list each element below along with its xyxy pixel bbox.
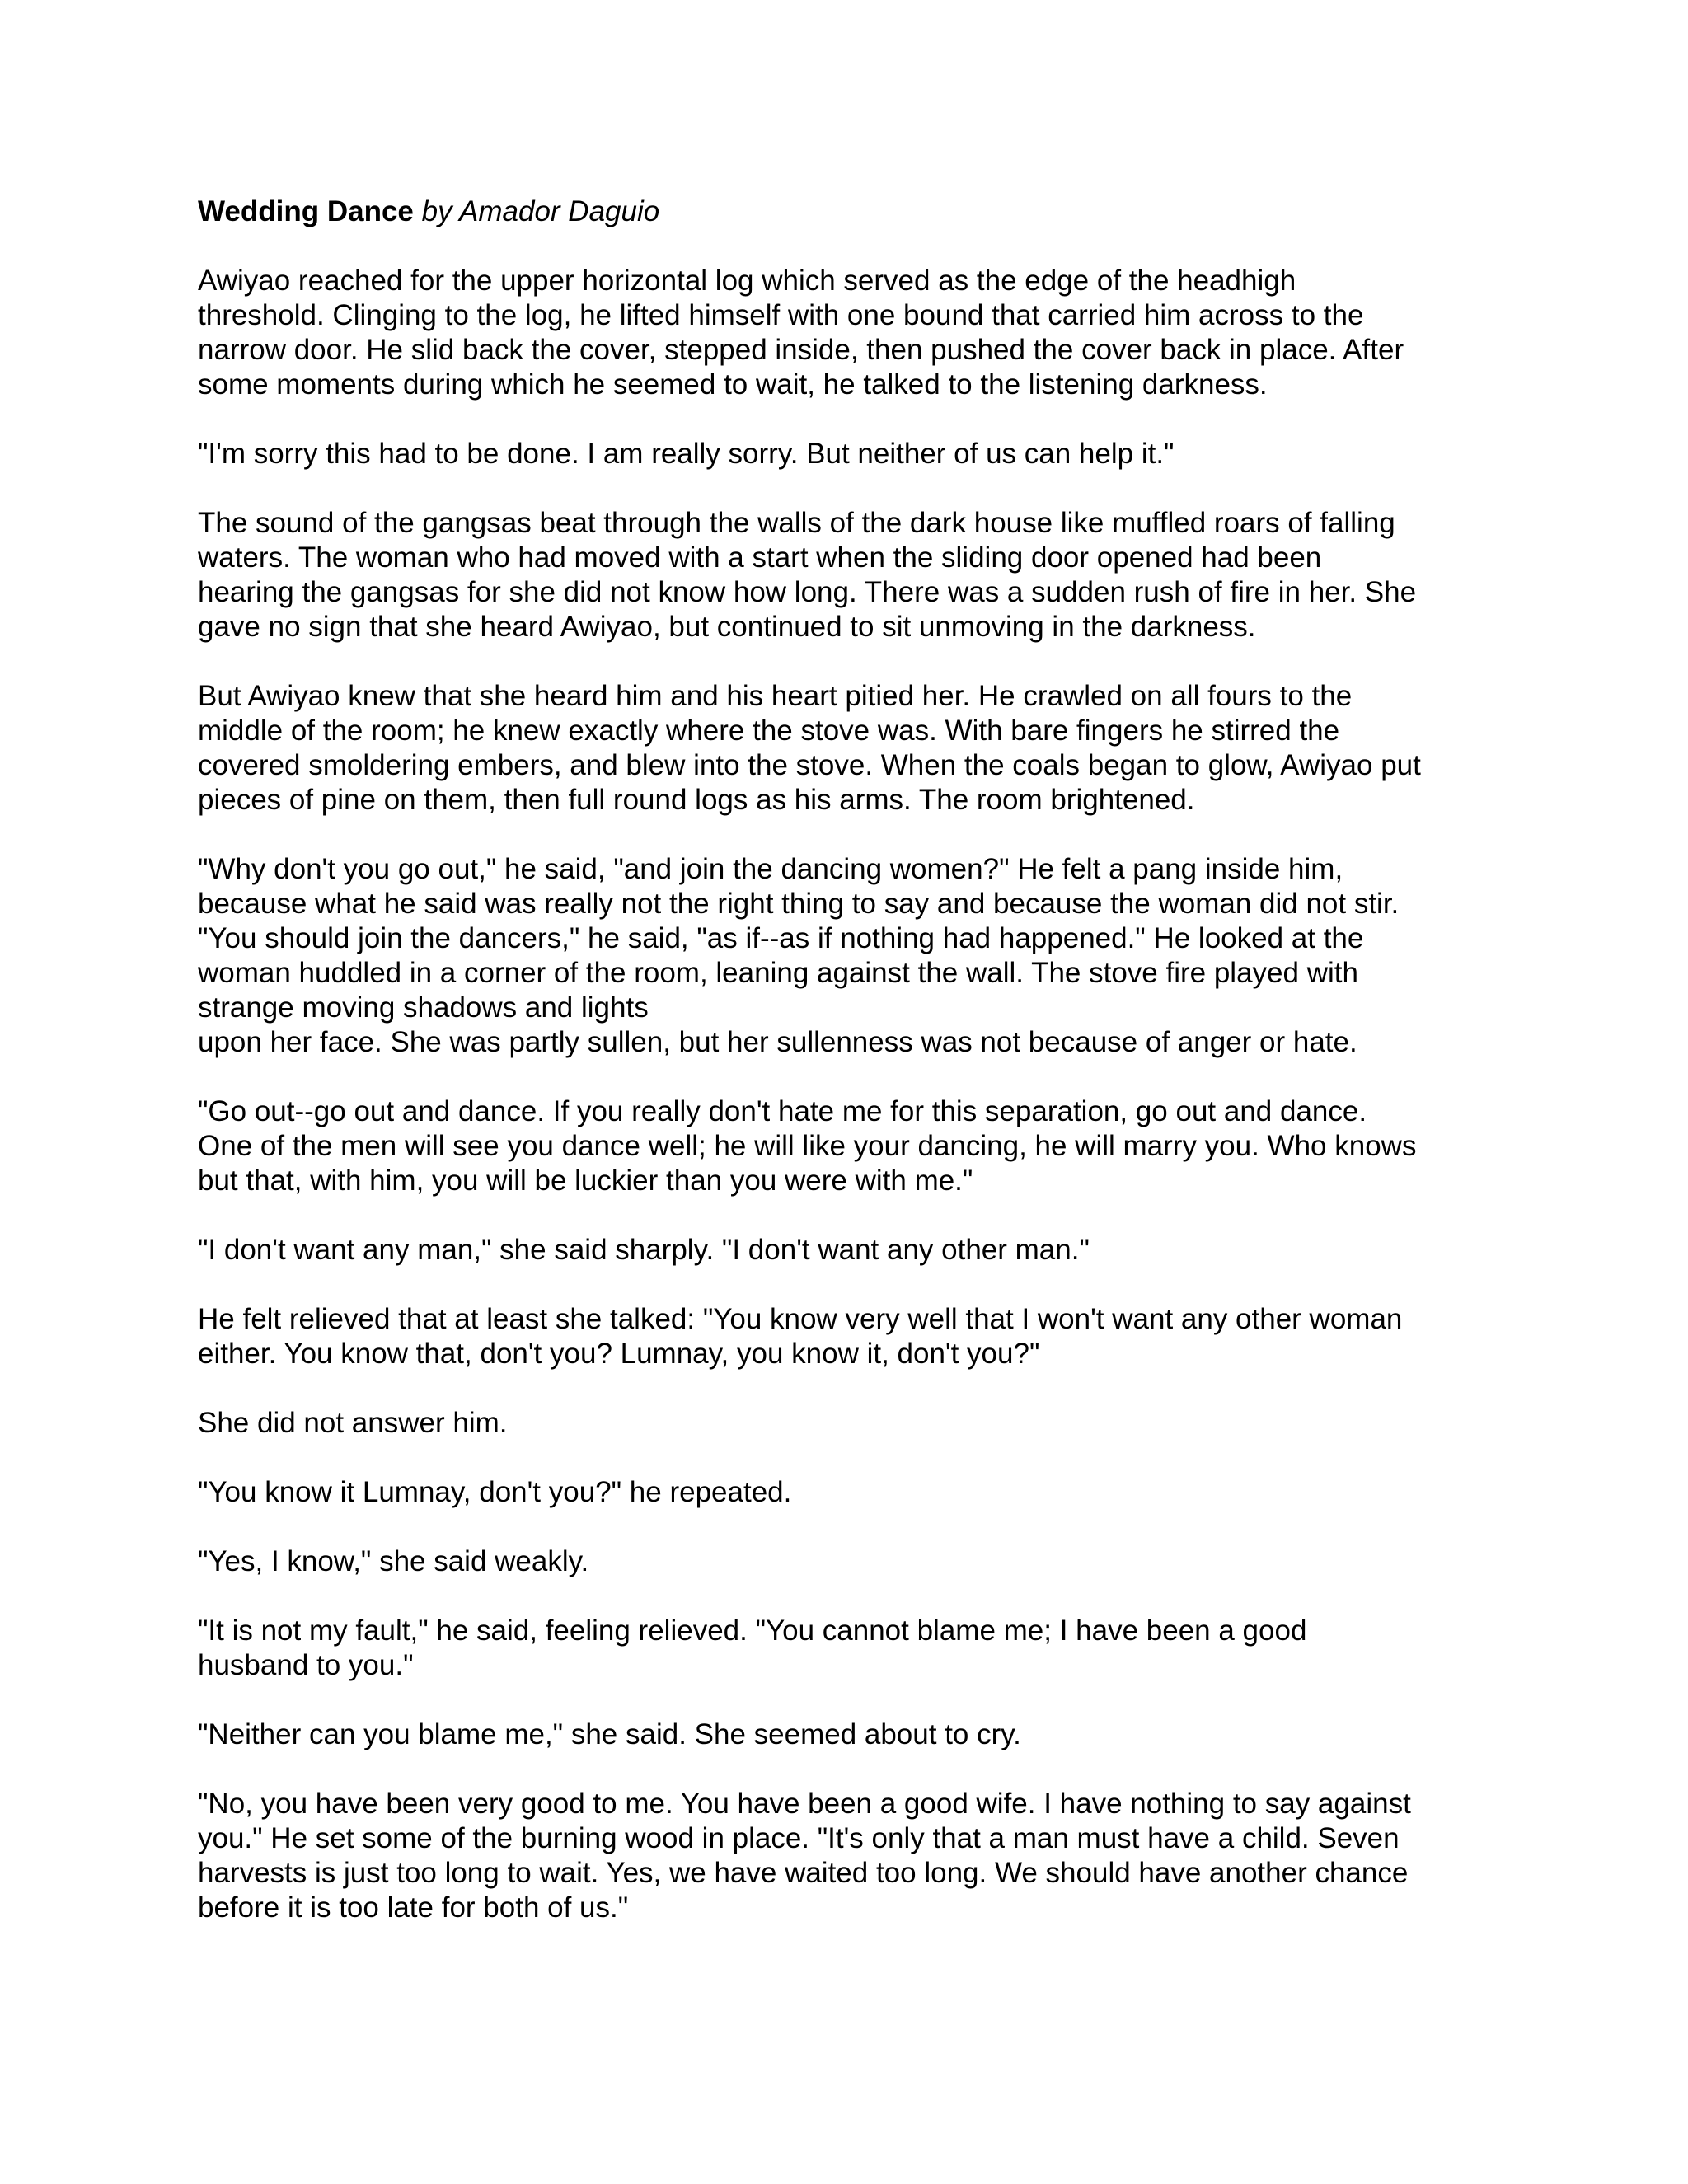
text-line: because what he said was really not the right thing to say and because the woman did not stir. [198, 888, 1400, 920]
text-line: gave no sign that she heard Awiyao, but continued to sit unmoving in the darkness. [198, 611, 1256, 643]
text-line: "You know it Lumnay, don't you?" he repeated. [198, 1476, 792, 1508]
text-line: either. You know that, don't you? Lumnay, you know it, don't you?" [198, 1338, 1040, 1370]
text-line: "It is not my fault," he said, feeling relieved. "You cannot blame me; I have been a good [198, 1615, 1307, 1647]
text-line: "Why don't you go out," he said, "and join the dancing women?" He felt a pang inside him, [198, 853, 1343, 885]
text-line: The sound of the gangsas beat through the walls of the dark house like muffled roars of falling [198, 507, 1395, 539]
text-line: waters. The woman who had moved with a start when the sliding door opened had been [198, 541, 1322, 574]
text-line: strange moving shadows and lights [198, 991, 649, 1024]
text-line: harvests is just too long to wait. Yes, we have waited too long. We should have another chance [198, 1857, 1409, 1889]
text-line: pieces of pine on them, then full round logs as his arms. The room brightened. [198, 784, 1195, 816]
text-line: but that, with him, you will be luckier than you were with me." [198, 1165, 973, 1197]
text-line: "You should join the dancers," he said, "as if--as if nothing had happened." He looked at the [198, 922, 1364, 954]
paragraph [198, 1544, 1508, 1579]
paragraph [198, 264, 1508, 402]
text-line: upon her face. She was partly sullen, but her sullenness was not because of anger or hate. [198, 1026, 1357, 1058]
text-line: "Neither can you blame me," she said. She seemed about to cry. [198, 1718, 1021, 1750]
paragraph [198, 1718, 1508, 1752]
paragraph [198, 679, 1508, 818]
paragraph-list [198, 264, 1508, 1925]
text-line: She did not answer him. [198, 1407, 508, 1439]
text-line: middle of the room; he knew exactly where the stove was. With bare fingers he stirred the [198, 715, 1340, 747]
text-line: "I don't want any man," she said sharply. "I don't want any other man." [198, 1234, 1090, 1266]
document-title [198, 194, 1508, 229]
text-line: hearing the gangsas for she did not know how long. There was a sudden rush of fire in her. She [198, 576, 1417, 608]
text-line: some moments during which he seemed to wait, he talked to the listening darkness. [198, 368, 1268, 401]
text-line: you." He set some of the burning wood in place. "It's only that a man must have a child. Seven [198, 1822, 1400, 1854]
document-body [198, 194, 1508, 1960]
text-line: "Go out--go out and dance. If you really don't hate me for this separation, go out and dance. [198, 1095, 1367, 1127]
text-line: One of the men will see you dance well; he will like your dancing, he will marry you. Who knows [198, 1130, 1417, 1162]
paragraph [198, 1475, 1508, 1510]
paragraph [198, 1787, 1508, 1925]
text-line: narrow door. He slid back the cover, stepped inside, then pushed the cover back in place. After [198, 334, 1404, 366]
text-line: He felt relieved that at least she talked: "You know very well that I won't want any other woman [198, 1303, 1403, 1335]
text-line: woman huddled in a corner of the room, leaning against the wall. The stove fire played with [198, 957, 1358, 989]
paragraph [198, 1233, 1508, 1268]
text-line: But Awiyao knew that she heard him and his heart pitied her. He crawled on all fours to the [198, 680, 1353, 712]
paragraph [198, 852, 1508, 1060]
paragraph [198, 1094, 1508, 1198]
paragraph [198, 1614, 1508, 1683]
text-line: before it is too late for both of us." [198, 1891, 629, 1924]
text-line: husband to you." [198, 1649, 414, 1681]
author-byline: by Amador Daguio [421, 195, 660, 227]
paragraph [198, 506, 1508, 644]
title-text: Wedding Dance [198, 195, 414, 227]
text-line: Awiyao reached for the upper horizontal log which served as the edge of the headhigh [198, 265, 1296, 297]
text-line: "No, you have been very good to me. You have been a good wife. I have nothing to say against [198, 1788, 1411, 1820]
paragraph [198, 1406, 1508, 1441]
text-line: covered smoldering embers, and blew into the stove. When the coals began to glow, Awiyao put [198, 749, 1421, 781]
paragraph [198, 437, 1508, 471]
text-line: "Yes, I know," she said weakly. [198, 1545, 589, 1577]
text-line: "I'm sorry this had to be done. I am really sorry. But neither of us can help it." [198, 438, 1175, 470]
paragraph [198, 1302, 1508, 1371]
text-line: threshold. Clinging to the log, he lifted himself with one bound that carried him across to the [198, 299, 1364, 331]
